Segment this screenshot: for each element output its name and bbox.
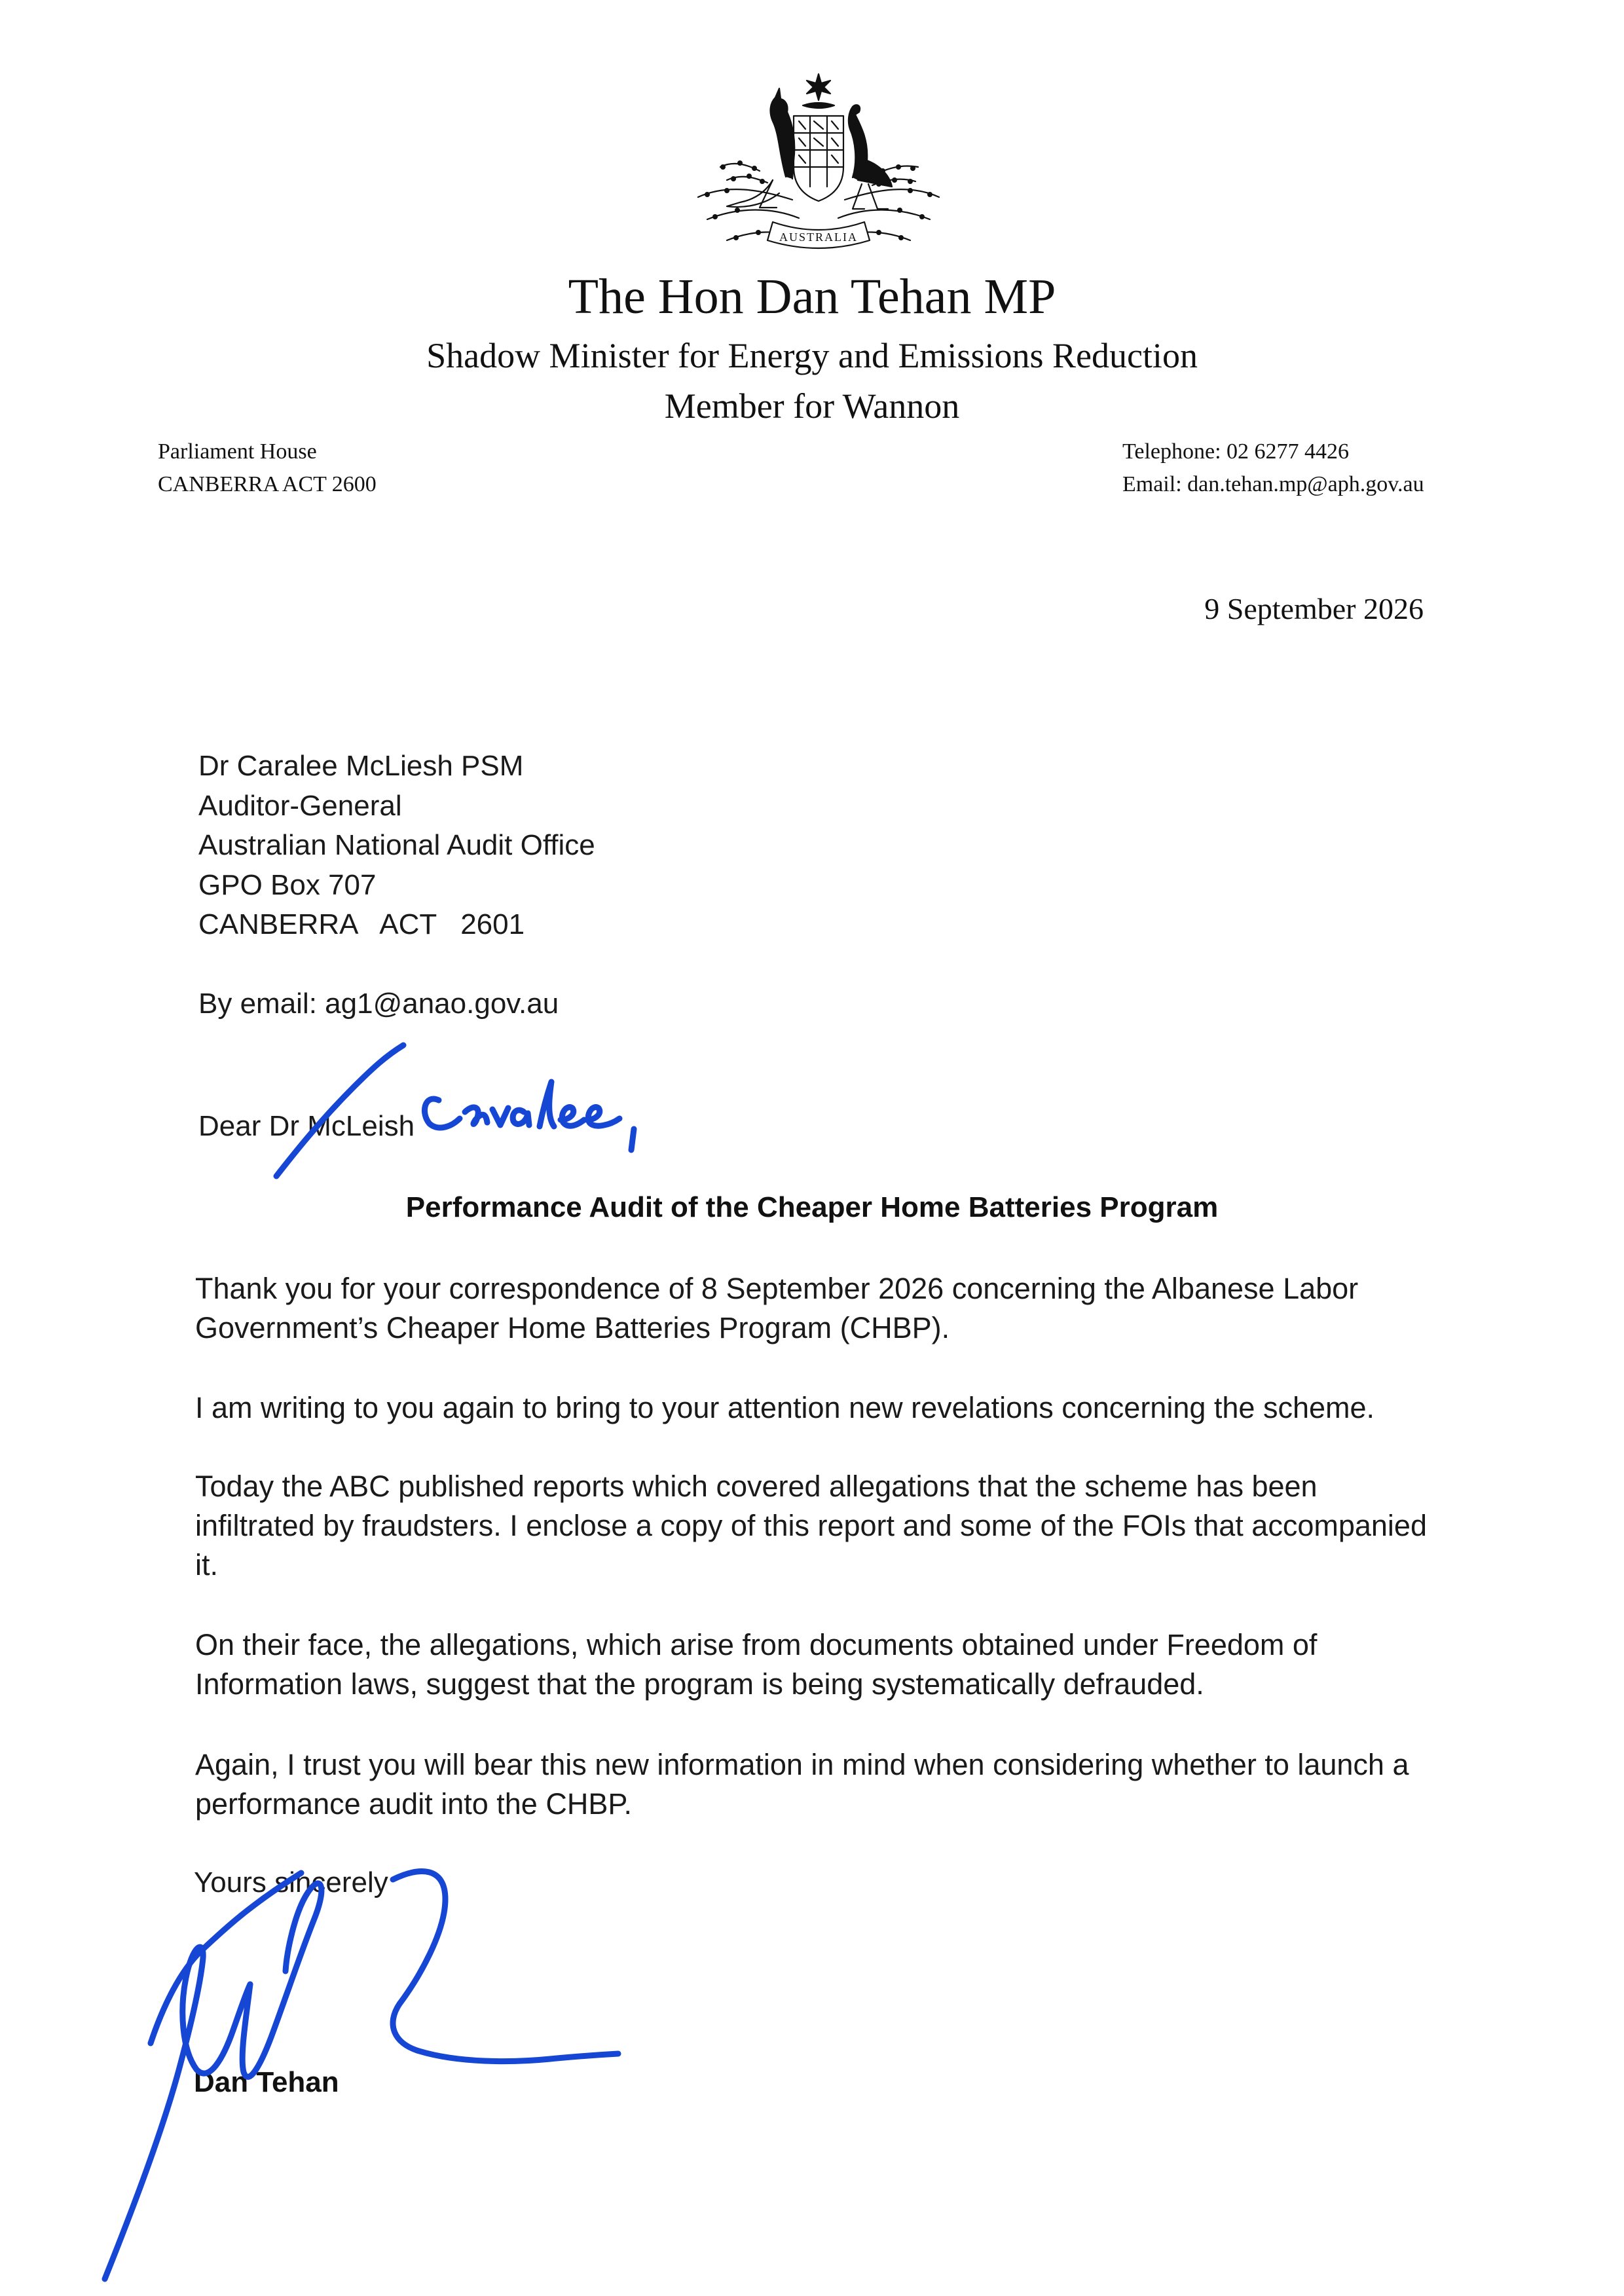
subject-heading: Performance Audit of the Cheaper Home Batteries Program [405, 1191, 1219, 1223]
telephone: Telephone: 02 6277 4426 [1122, 439, 1350, 464]
office-address [158, 435, 377, 501]
signer-name: Dan Tehan [194, 2066, 339, 2098]
letterhead-name: The Hon Dan Tehan MP [568, 269, 1056, 324]
body-paragraph: Again, I trust you will bear this new information in mind when considering whether to launch a performance audit into the CHBP. [195, 1748, 1409, 1821]
body-paragraph: Thank you for your correspondence of 8 September 2026 concerning the Albanese Labor Government’s Cheaper Home Batteries Program (CHBP). [195, 1272, 1359, 1344]
salutation: Dear Dr McLeish [198, 1110, 415, 1142]
recipient-line: Dr Caralee McLiesh PSM [198, 750, 524, 782]
commonwealth-coat-of-arms-icon [681, 69, 956, 278]
email-address: Email: dan.tehan.mp@aph.gov.au [1122, 472, 1424, 496]
signature-icon [52, 1847, 655, 2296]
body-paragraph: I am writing to you again to bring to your attention new revelations concerning the scheme. [195, 1391, 1375, 1424]
by-email-line: By email: ag1@anao.gov.au [198, 988, 559, 1020]
letterhead-role: Shadow Minister for Energy and Emissions Reduction [426, 336, 1198, 375]
address-line: CANBERRA ACT 2600 [158, 472, 377, 496]
contact-details [1122, 435, 1424, 501]
recipient-address [198, 747, 595, 945]
crest-banner-text: AUSTRALIA [779, 231, 858, 244]
letterhead-electorate: Member for Wannon [664, 386, 960, 426]
closing: Yours sincerely [194, 1866, 388, 1898]
letter-date: 9 September 2026 [1204, 592, 1424, 625]
body-paragraph: Today the ABC published reports which covered allegations that the scheme has been infiltrated by fraudsters. I enclose a copy of this report and some of the FOIs that accompanied it. [195, 1470, 1427, 1582]
recipient-line: CANBERRA ACT 2601 [198, 908, 525, 940]
recipient-line: Auditor-General [198, 789, 402, 822]
recipient-line: Australian National Audit Office [198, 829, 595, 861]
handwritten-salutation-icon [249, 1022, 668, 1192]
address-line: Parliament House [158, 439, 317, 464]
recipient-line: GPO Box 707 [198, 868, 377, 901]
body-paragraph: On their face, the allegations, which arise from documents obtained under Freedom of Information laws, suggest that the program is being systematically defrauded. [195, 1628, 1318, 1701]
